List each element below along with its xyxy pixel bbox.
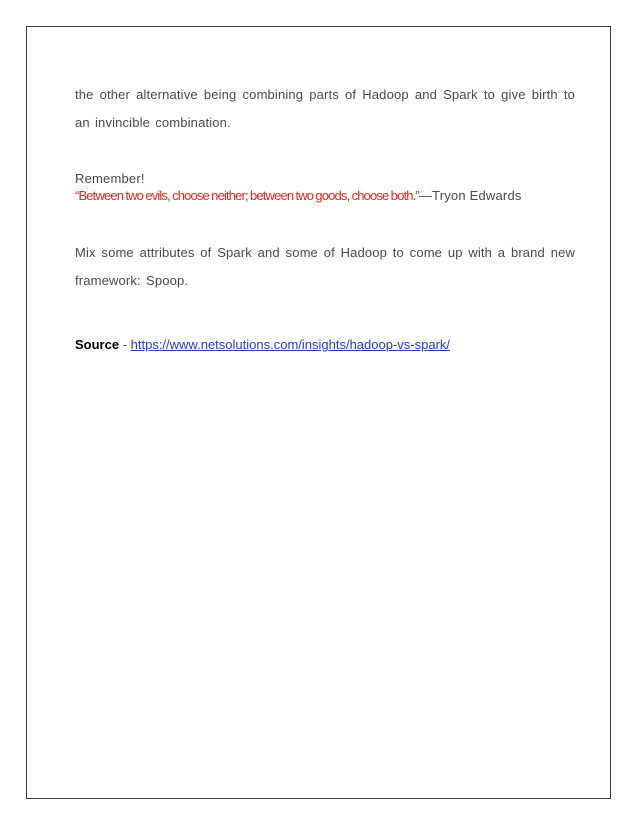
quote-text: “Between two evils, choose neither; between two goods, choose both.”	[75, 188, 419, 203]
quote-line	[75, 187, 522, 204]
paragraph-spoop	[75, 239, 575, 323]
paragraph-alternative	[75, 81, 575, 165]
source-line	[75, 336, 450, 353]
source-link[interactable]: https://www.netsolutions.com/insights/hadoop-vs-spark/	[130, 337, 451, 352]
quote-author: Tryon Edwards	[432, 188, 522, 203]
paragraph-line: an invincible combination.	[75, 115, 231, 130]
source-label: Source	[75, 337, 120, 352]
remember-label: Remember!	[75, 171, 145, 186]
source-separator: -	[119, 337, 131, 352]
paragraph-line: the other alternative being combining parts of Hadoop and Spark to give birth to	[75, 87, 575, 102]
paragraph-line: Mix some attributes of Spark and some of Hadoop to come up with a brand new	[75, 245, 575, 260]
paragraph-line: framework: Spoop.	[75, 273, 189, 288]
quote-dash: —	[418, 188, 433, 203]
